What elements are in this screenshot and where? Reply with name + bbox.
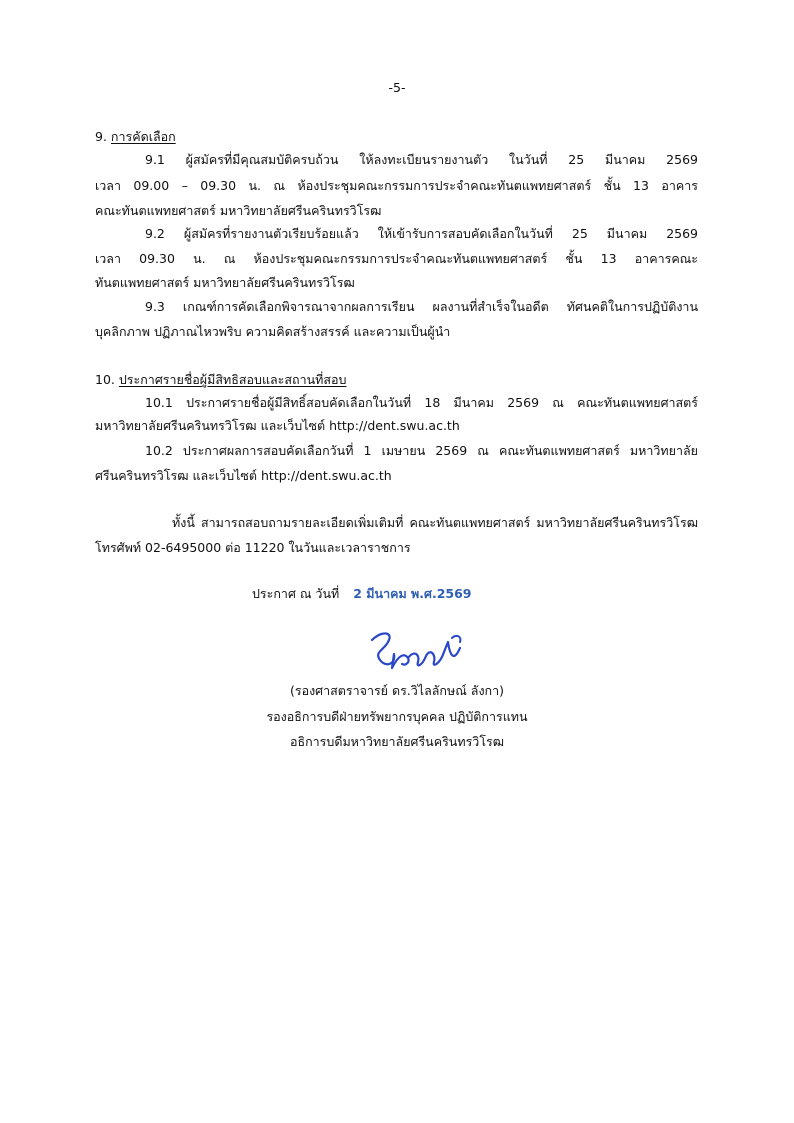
section-10-line: 10.2 ประกาศผลการสอบคัดเลือกวันที่ 1 เมษายน 2569 ณ คณะทันตแพทยศาสตร์ มหาวิทยาลัย (145, 443, 698, 458)
section-9-heading (95, 128, 176, 146)
section-9-line: บุคลิกภาพ ปฏิภาณไหวพริบ ความคิดสร้างสรรค์ และความเป็นผู้นำ (95, 324, 451, 339)
section-9-line: เวลา 09.30 น. ณ ห้องประชุมคณะกรรมการประจำคณะทันตแพทยศาสตร์ ชั้น 13 อาคารคณะ (95, 251, 698, 266)
announcement-line (252, 585, 472, 603)
signature-icon (364, 626, 468, 672)
section-10-line: 10.1 ประกาศรายชื่อผู้มีสิทธิ์สอบคัดเลือกในวันที่ 18 มีนาคม 2569 ณ คณะทันตแพทยศาสตร์ (145, 395, 698, 410)
signatory-name: (รองศาสตราจารย์ ดร.วิไลลักษณ์ ลังกา) (289, 683, 505, 698)
section-9-line: เวลา 09.00 – 09.30 น. ณ ห้องประชุมคณะกรรมการประจำคณะทันตแพทยศาสตร์ ชั้น 13 อาคาร (95, 178, 698, 193)
section-9-line: 9.1 ผู้สมัครที่มีคุณสมบัติครบถ้วน ให้ลงทะเบียนรายงานตัว ในวันที่ 25 มีนาคม 2569 (145, 152, 698, 167)
signatory-title: อธิการบดีมหาวิทยาลัยศรีนครินทรวิโรฒ (289, 734, 505, 749)
section-9-line: 9.2 ผู้สมัครที่รายงานตัวเรียบร้อยแล้ว ให้เข้ารับการสอบคัดเลือกในวันที่ 25 มีนาคม 2569 (145, 226, 698, 241)
section-9-title: การคัดเลือก (110, 129, 176, 144)
section-9-line: คณะทันตแพทยศาสตร์ มหาวิทยาลัยศรีนครินทรวิโรฒ (95, 203, 382, 218)
section-9-line: 9.3 เกณฑ์การคัดเลือกพิจารณาจากผลการเรียน ผลงานที่สำเร็จในอดีต ทัศนคติในการปฏิบัติงาน (145, 299, 698, 314)
section-10-number: 10. (95, 372, 115, 387)
announcement-date: 2 มีนาคม พ.ศ.2569 (353, 586, 472, 601)
announcement-label: ประกาศ ณ วันที่ (252, 586, 340, 601)
section-10-heading (95, 371, 346, 389)
contact-line: ทั้งนี้ สามารถสอบถามรายละเอียดเพิ่มเติมที่ คณะทันตแพทยศาสตร์ มหาวิทยาลัยศรีนครินทรวิโรฒ (172, 515, 698, 530)
section-10-line: ศรีนครินทรวิโรฒ และเว็บไซต์ http://dent.swu.ac.th (95, 468, 392, 483)
signatory-title: รองอธิการบดีฝ่ายทรัพยากรบุคคล ปฏิบัติการแทน (266, 709, 528, 724)
section-10-line: มหาวิทยาลัยศรีนครินทรวิโรฒ และเว็บไซต์ http://dent.swu.ac.th (95, 418, 460, 433)
contact-line: โทรศัพท์ 02-6495000 ต่อ 11220 ในวันและเวลาราชการ (95, 540, 411, 555)
section-10-title: ประกาศรายชื่อผู้มีสิทธิสอบและสถานที่สอบ (118, 372, 347, 387)
section-9-number: 9. (95, 129, 107, 144)
page-number: -5- (388, 80, 406, 95)
section-9-line: ทันตแพทยศาสตร์ มหาวิทยาลัยศรีนครินทรวิโรฒ (95, 275, 355, 290)
